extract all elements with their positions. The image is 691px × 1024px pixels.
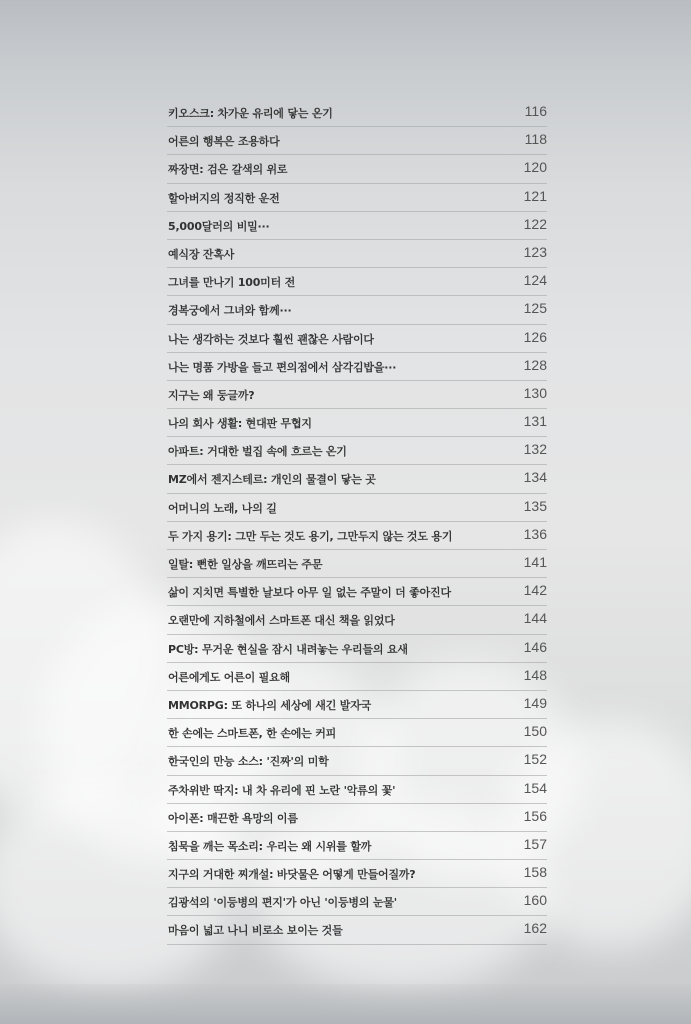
- toc-title: 침묵을 깨는 목소리: 우리는 왜 시위를 할까: [168, 839, 372, 853]
- toc-page-number: 121: [523, 187, 547, 204]
- toc-page-number: 124: [523, 272, 547, 289]
- toc-row: [167, 860, 547, 888]
- toc-title: 할아버지의 정직한 운전: [168, 191, 280, 205]
- toc-row: [167, 465, 547, 493]
- toc-page-number: 130: [523, 384, 547, 401]
- toc-title: 지구의 거대한 찌개설: 바닷물은 어떻게 만들어질까?: [168, 868, 416, 882]
- toc-title: 어른에게도 어른이 필요해: [168, 670, 290, 684]
- toc-title: MMORPG: 또 하나의 세상에 새긴 발자국: [168, 698, 372, 712]
- toc-title: 예식장 잔혹사: [168, 247, 235, 261]
- toc-row: [167, 663, 547, 691]
- toc-row: [167, 184, 547, 212]
- toc-row: [167, 747, 547, 775]
- sea-horizon: [0, 984, 691, 1024]
- toc-row: [167, 381, 547, 409]
- toc-row: [167, 522, 547, 550]
- toc-page-number: 131: [523, 413, 547, 430]
- toc-row: [167, 155, 547, 183]
- toc-title: 키오스크: 차가운 유리에 닿는 온기: [168, 107, 333, 120]
- toc-page-number: 126: [523, 328, 547, 345]
- toc-page-number: 157: [523, 835, 547, 852]
- toc-row: [167, 353, 547, 381]
- toc-page-number: 134: [523, 469, 547, 486]
- toc-title: MZ에서 젠지스테르: 개인의 물결이 닿는 곳: [168, 473, 376, 487]
- toc-page-number: 125: [523, 300, 547, 317]
- toc-page-number: 144: [523, 610, 547, 627]
- toc-title: 한국인의 만능 소스: '진짜'의 미학: [168, 755, 329, 769]
- toc-row: [167, 99, 547, 127]
- toc-title: 나는 명품 가방을 들고 편의점에서 삼각김밥을···: [168, 360, 397, 374]
- toc-row: [167, 494, 547, 522]
- toc-row: [167, 268, 547, 296]
- toc-page-number: 123: [523, 243, 547, 260]
- toc-row: [167, 437, 547, 465]
- toc-title: 어머니의 노래, 나의 길: [168, 501, 277, 515]
- toc-page-number: 118: [524, 131, 547, 148]
- toc-row: [167, 550, 547, 578]
- toc-page-number: 156: [523, 807, 547, 824]
- toc-row: [167, 240, 547, 268]
- toc-row: [167, 776, 547, 804]
- toc-title: 김광석의 '이등병의 편지'가 아닌 '이등병의 눈물': [168, 896, 397, 910]
- toc-title: PC방: 무거운 현실을 잠시 내려놓는 우리들의 요새: [168, 642, 408, 656]
- toc-row: [167, 296, 547, 324]
- table-of-contents: [167, 99, 547, 945]
- toc-title: 한 손에는 스마트폰, 한 손에는 커피: [168, 727, 337, 741]
- toc-page-number: 122: [523, 215, 547, 232]
- toc-row: [167, 212, 547, 240]
- toc-page-number: 152: [523, 751, 547, 768]
- toc-title: 짜장면: 검은 갈색의 위로: [168, 163, 288, 177]
- toc-page-number: 120: [523, 159, 547, 176]
- toc-page-number: 141: [523, 554, 547, 570]
- toc-title: 아이폰: 매끈한 욕망의 이름: [168, 811, 298, 825]
- toc-title: 오랜만에 지하철에서 스마트폰 대신 책을 읽었다: [168, 614, 395, 628]
- toc-page-number: 149: [523, 694, 547, 711]
- toc-title: 두 가지 용기: 그만 두는 것도 용기, 그만두지 않는 것도 용기: [168, 529, 453, 543]
- toc-page-number: 136: [523, 525, 547, 542]
- toc-title: 삶이 지치면 특별한 날보다 아무 일 없는 주말이 더 좋아진다: [168, 586, 451, 600]
- toc-title: 지구는 왜 둥글까?: [168, 388, 255, 402]
- toc-row: [167, 606, 547, 634]
- toc-title: 나는 생각하는 것보다 훨씬 괜찮은 사람이다: [168, 332, 374, 346]
- toc-page-number: 154: [523, 779, 547, 796]
- toc-title: 5,000달러의 비밀···: [168, 219, 270, 233]
- toc-page-number: 132: [523, 441, 547, 458]
- toc-row: [167, 691, 547, 719]
- toc-title: 마음이 넓고 나니 비로소 보이는 것들: [168, 924, 343, 938]
- toc-row: [167, 635, 547, 663]
- toc-page-number: 116: [524, 103, 547, 119]
- toc-row: [167, 832, 547, 860]
- toc-row: [167, 578, 547, 606]
- toc-page-number: 158: [523, 864, 547, 881]
- toc-title: 나의 회사 생활: 현대판 무협지: [168, 417, 312, 431]
- toc-page-number: 148: [523, 666, 547, 683]
- toc-page-number: 146: [523, 638, 547, 655]
- toc-row: [167, 916, 547, 944]
- toc-row: [167, 325, 547, 353]
- toc-page-number: 162: [523, 920, 547, 937]
- toc-page-number: 160: [523, 892, 547, 909]
- toc-row: [167, 409, 547, 437]
- toc-title: 경복궁에서 그녀와 함께···: [168, 304, 292, 318]
- toc-title: 아파트: 거대한 벌집 속에 흐르는 온기: [168, 445, 347, 459]
- toc-title: 주차위반 딱지: 내 차 유리에 핀 노란 '악류의 꽃': [168, 783, 396, 797]
- toc-row: [167, 804, 547, 832]
- toc-row: [167, 127, 547, 155]
- toc-title: 어른의 행복은 조용하다: [168, 135, 280, 149]
- toc-page-number: 150: [523, 723, 547, 740]
- toc-page-number: 128: [523, 356, 547, 373]
- toc-title: 일탈: 뻔한 일상을 깨뜨리는 주문: [168, 558, 323, 571]
- toc-page-number: 142: [523, 582, 547, 599]
- toc-row: [167, 888, 547, 916]
- toc-title: 그녀를 만나기 100미터 전: [168, 276, 296, 290]
- toc-row: [167, 719, 547, 747]
- toc-page-number: 135: [523, 497, 547, 514]
